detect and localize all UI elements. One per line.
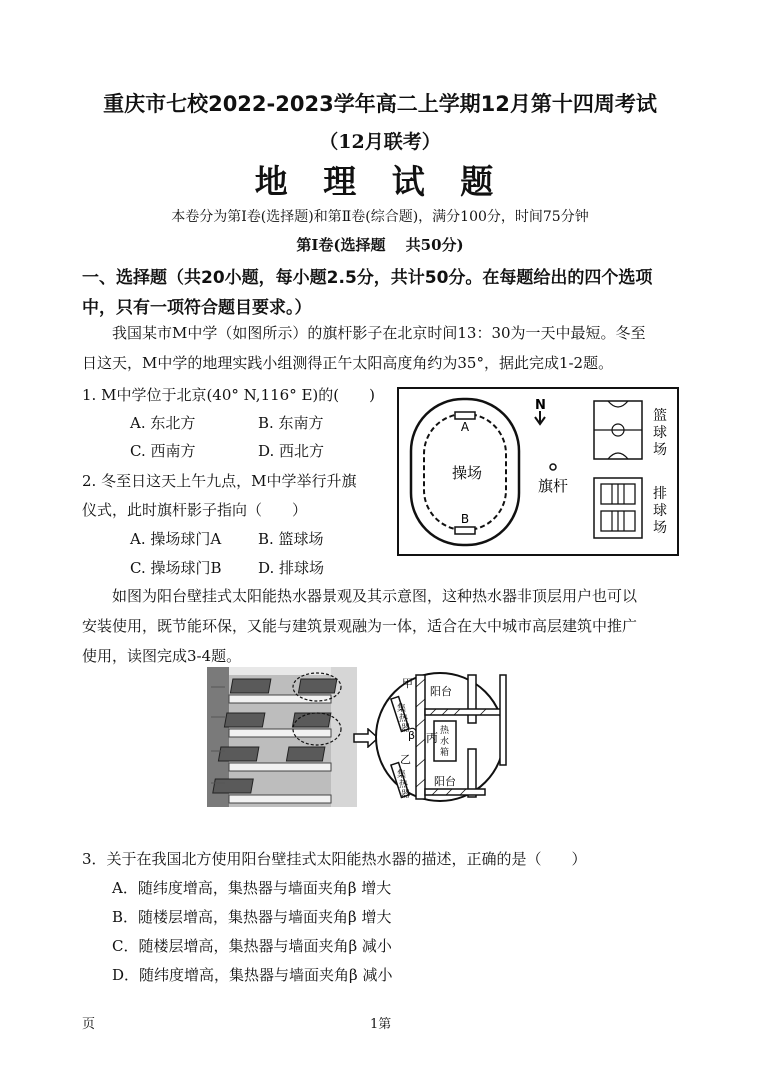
volleyball-label-1: 排: [653, 486, 667, 502]
q3-stem: 3．关于在我国北方使用阳台壁挂式太阳能热水器的描述，正确的是（ ）: [82, 850, 587, 868]
q1-option-b: B. 东南方: [258, 414, 324, 432]
part1-line2: 中，只有一项符合题目要求。）: [82, 298, 312, 318]
label-heater-c: 箱: [440, 748, 450, 758]
exam-note: 本卷分为第Ⅰ卷(选择题)和第Ⅱ卷(综合题)，满分100分，时间75分钟: [171, 209, 589, 225]
q3-option-a: A．随纬度增高，集热器与墙面夹角β 增大: [112, 879, 392, 897]
intro2-line2: 安装使用，既节能环保，又能与建筑景观融为一体，适合在大中城市高层建筑中推广: [82, 617, 638, 635]
q2-option-c: C. 操场球门B: [130, 559, 222, 577]
q3-option-c: C．随楼层增高，集热器与墙面夹角β 减小: [112, 937, 392, 955]
subject-title: 地 理 试 题: [254, 162, 506, 201]
building-photo: [207, 667, 357, 807]
intro2-line1: 如图为阳台壁挂式太阳能热水器景观及其示意图，这种热水器非顶层用户也可以: [112, 587, 638, 605]
flagpole-label: 旗杆: [537, 477, 569, 495]
flagpole-icon: [550, 464, 556, 470]
goal-b: [455, 527, 475, 534]
q1-option-a: A. 东北方: [130, 414, 196, 432]
label-collector1-a: 集: [397, 704, 407, 714]
section-heading: 第Ⅰ卷(选择题 共50分): [296, 236, 464, 254]
heater-schematic: [372, 667, 547, 807]
school-map-figure: [397, 387, 679, 557]
label-heater-a: 热: [440, 726, 450, 736]
goal-b-label: B: [460, 512, 470, 526]
label-bing: 丙: [426, 731, 439, 745]
q1-option-d: D. 西北方: [258, 442, 325, 460]
label-yi: 乙: [400, 753, 411, 766]
label-collector1-b: 热: [399, 714, 409, 724]
label-collector1-c: 器: [401, 724, 411, 734]
basketball-label-3: 场: [653, 442, 667, 458]
goal-a: [455, 412, 475, 419]
label-balcony2: 阳台: [434, 775, 456, 788]
map-frame: [398, 388, 678, 555]
intro1-line1: 我国某市M中学（如图所示）的旗杆影子在北京时间13：30为一天中最短。冬至: [112, 324, 646, 342]
goal-a-label: A: [460, 420, 470, 434]
label-beta: β: [408, 729, 416, 742]
footer-left: 页: [82, 1017, 96, 1032]
label-collector2-c: 器: [401, 790, 411, 800]
q2-option-a: A. 操场球门A: [130, 530, 222, 548]
intro2-line3: 使用，读图完成3-4题。: [82, 647, 242, 665]
label-balcony1: 阳台: [430, 685, 452, 698]
q2-stem-line1: 2. 冬至日这天上午九点，M中学举行升旗: [82, 472, 357, 490]
q2-option-b: B. 篮球场: [258, 530, 324, 548]
exam-subtitle: （12月联考）: [319, 131, 441, 153]
part1-line1: 一、选择题（共20小题，每小题2.5分，共计50分。在每题给出的四个选项: [82, 268, 653, 288]
q2-stem-line2: 仪式，此时旗杆影子指向（ ）: [82, 501, 308, 519]
q1-option-c: C. 西南方: [130, 442, 196, 460]
footer-page-number: 1第: [370, 1017, 392, 1032]
volleyball-label-3: 场: [653, 520, 667, 536]
label-collector2-a: 集: [397, 770, 407, 780]
exam-title: 重庆市七校2022-2023学年高二上学期12月第十四周考试: [103, 92, 657, 116]
basketball-label-2: 球: [653, 425, 667, 441]
label-collector2-b: 热: [399, 780, 409, 790]
q3-option-b: B．随楼层增高，集热器与墙面夹角β 增大: [112, 908, 392, 926]
volleyball-label-2: 球: [653, 503, 667, 519]
field-label: 操场: [451, 464, 483, 482]
north-label: N: [535, 398, 546, 413]
intro1-line2: 日这天，M中学的地理实践小组测得正午太阳高度角约为35°，据此完成1-2题。: [82, 354, 614, 372]
label-heater-b: 水: [440, 737, 450, 747]
label-jia: 甲: [402, 677, 413, 690]
q3-option-d: D．随纬度增高，集热器与墙面夹角β 减小: [112, 966, 393, 984]
q1-stem: 1. M中学位于北京(40° N,116° E)的( ): [82, 386, 375, 404]
basketball-label-1: 篮: [653, 408, 667, 424]
q2-option-d: D. 排球场: [258, 559, 325, 577]
